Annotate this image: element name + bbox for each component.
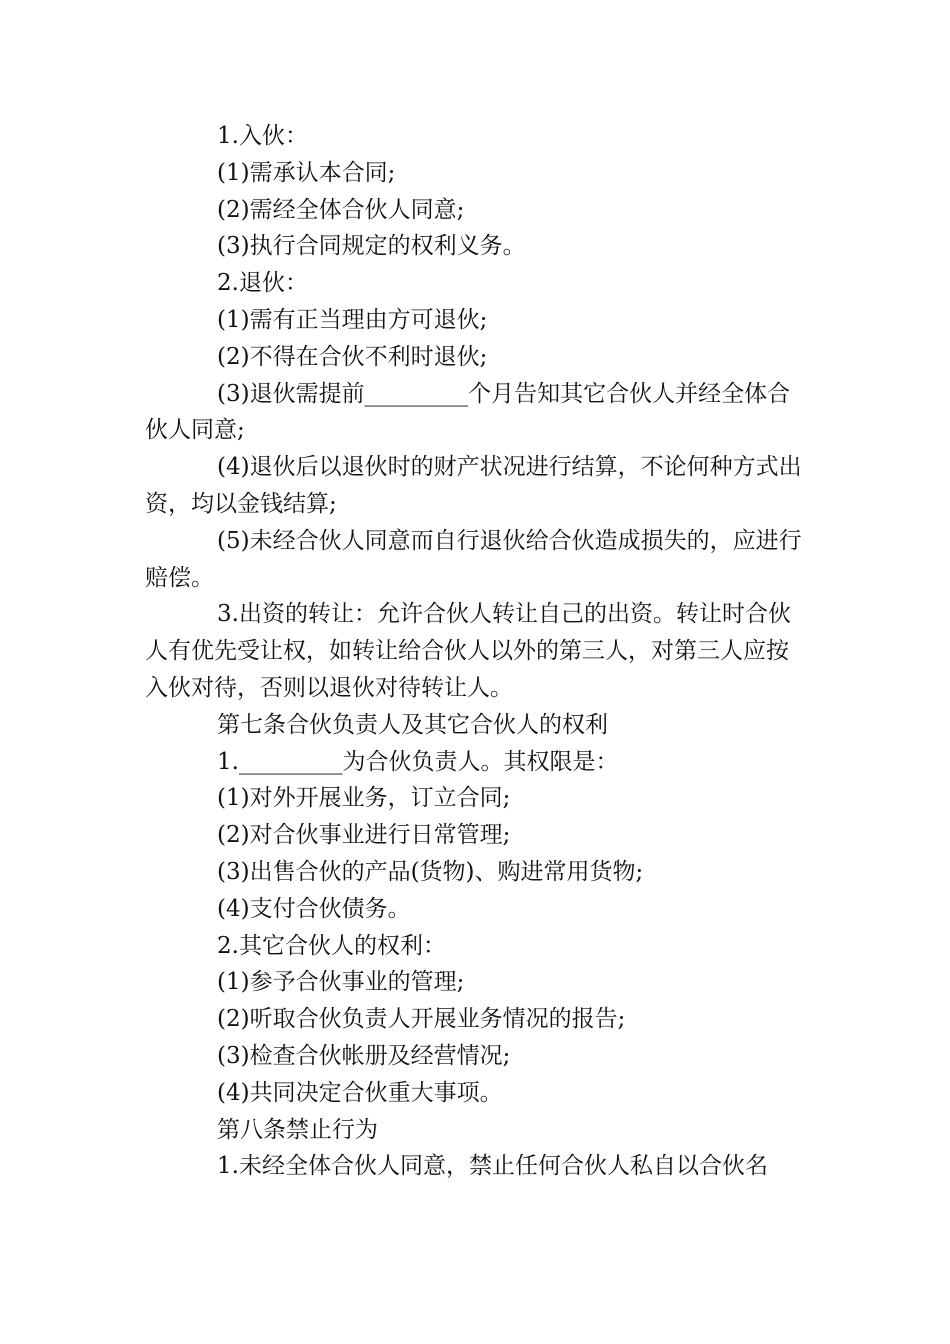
paragraph-partner-rights: 2.其它合伙人的权利： xyxy=(217,932,446,959)
paragraph-join: 1.入伙： xyxy=(217,123,308,149)
paragraph-transfer: 3.出资的转让：允许合伙人转让自己的出资。转让时合伙人有优先受让权，如转让给合伙人以外的第三人，对第三人应按入伙对待，否则以退伙对待转让人。 xyxy=(145,601,791,701)
paragraph-withdraw-1: (1)需有正当理由方可退伙; xyxy=(217,306,488,333)
paragraph-partner-rights-4: (4)共同决定合伙重大事项。 xyxy=(217,1079,503,1106)
paragraph-leader-1: (1)对外开展业务，订立合同; xyxy=(217,785,511,812)
paragraph-withdraw-5: (5)未经合伙人同意而自行退伙给合伙造成损失的，应进行赔偿。 xyxy=(145,527,802,591)
paragraph-partner-rights-3: (3)检查合伙帐册及经营情况; xyxy=(217,1042,511,1069)
section-heading-article-7: 第七条合伙负责人及其它合伙人的权利 xyxy=(217,711,608,738)
paragraph-join-1: (1)需承认本合同; xyxy=(217,159,396,186)
paragraph-withdraw-2: (2)不得在合伙不利时退伙; xyxy=(217,343,488,370)
document-body xyxy=(145,118,805,1185)
paragraph-join-3: (3)执行合同规定的权利义务。 xyxy=(217,233,526,260)
paragraph-withdraw-3: (3)退伙需提前_________个月告知其它合伙人并经全体合伙人同意; xyxy=(145,380,791,444)
paragraph-partner-rights-2: (2)听取合伙负责人开展业务情况的报告; xyxy=(217,1006,626,1033)
section-heading-article-8: 第八条禁止行为 xyxy=(217,1116,378,1143)
paragraph-leader-3: (3)出售合伙的产品(货物)、购进常用货物; xyxy=(217,858,644,885)
paragraph-join-2: (2)需经全体合伙人同意; xyxy=(217,196,465,223)
paragraph-leader-2: (2)对合伙事业进行日常管理; xyxy=(217,822,511,849)
paragraph-prohibited-1: 1.未经全体合伙人同意，禁止任何合伙人私自以合伙名 xyxy=(217,1153,768,1180)
paragraph-leader: 1._________为合伙负责人。其权限是： xyxy=(217,748,619,775)
paragraph-partner-rights-1: (1)参予合伙事业的管理; xyxy=(217,969,465,996)
paragraph-withdraw: 2.退伙： xyxy=(217,270,308,297)
paragraph-leader-4: (4)支付合伙债务。 xyxy=(217,895,411,922)
paragraph-withdraw-4: (4)退伙后以退伙时的财产状况进行结算，不论何种方式出资，均以金钱结算; xyxy=(145,454,802,517)
